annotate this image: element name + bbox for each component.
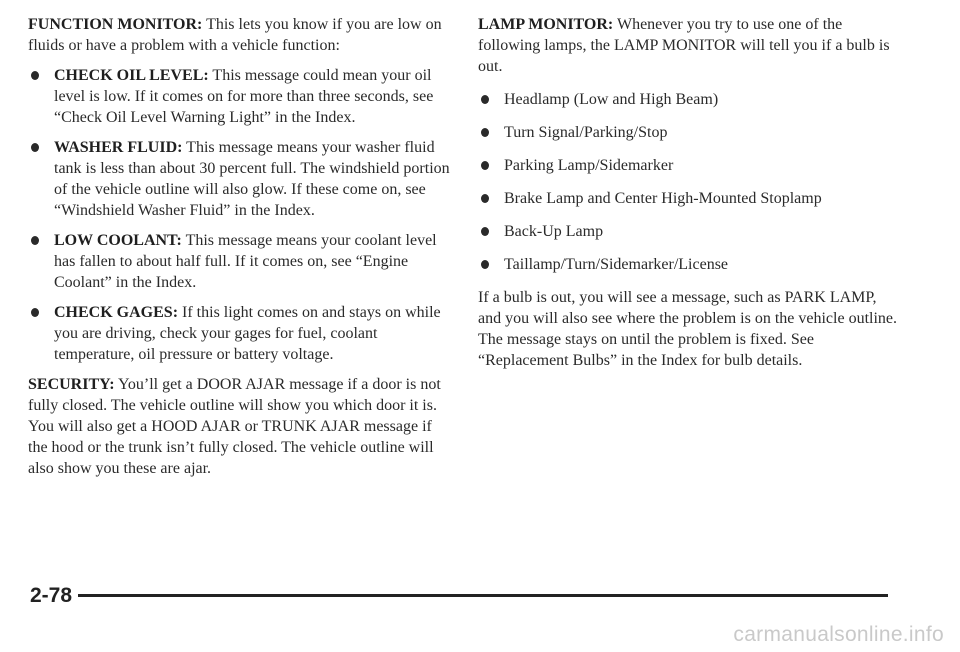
security-paragraph [28, 374, 450, 479]
bullet-icon [481, 161, 489, 170]
list-item [28, 65, 450, 128]
function-monitor-heading: FUNCTION MONITOR: [28, 16, 203, 33]
page-number: 2-78 [30, 584, 73, 607]
list-item [28, 302, 450, 365]
item-heading: LOW COOLANT: [54, 232, 182, 249]
bullet-icon [481, 260, 489, 269]
item-text: This message means your washer fluid tank is less than about 30 percent full. The windshield portion of the vehicle outline will also glow. If these come on, see “Windshield Washer Fluid” in the Index. [54, 139, 450, 219]
lamp-name: Taillamp/Turn/Sidemarker/License [504, 256, 729, 273]
bullet-icon [31, 236, 39, 245]
list-item [478, 89, 898, 110]
bullet-icon [481, 95, 489, 104]
lamp-name: Turn Signal/Parking/Stop [504, 124, 668, 141]
right-column [478, 14, 898, 380]
item-heading: WASHER FLUID: [54, 139, 183, 156]
lamp-list [478, 89, 898, 275]
bullet-icon [481, 128, 489, 137]
bulb-out-paragraph: If a bulb is out, you will see a message, such as PARK LAMP, and you will also see where the problem is on the vehicle outline. The message stays on until the problem is fixed. See “Replacement Bulbs” in the Index for bulb details. [478, 289, 897, 369]
list-item [478, 122, 898, 143]
lamp-monitor-text: Whenever you try to use one of the following lamps, the LAMP MONITOR will tell you if a bulb is out. [478, 16, 890, 75]
item-text: This message could mean your oil level is low. If it comes on for more than three seconds, see “Check Oil Level Warning Light” in the Index. [54, 67, 434, 126]
list-item [28, 137, 450, 221]
list-item [478, 221, 898, 242]
watermark: carmanualsonline.info [733, 623, 944, 646]
lamp-name: Brake Lamp and Center High-Mounted Stoplamp [504, 190, 822, 207]
lamp-name: Parking Lamp/Sidemarker [504, 157, 674, 174]
function-monitor-list [28, 65, 450, 365]
item-heading: CHECK GAGES: [54, 304, 179, 321]
list-item [478, 155, 898, 176]
bullet-icon [31, 71, 39, 80]
bullet-icon [481, 227, 489, 236]
item-text: If this light comes on and stays on while you are driving, check your gages for fuel, coolant temperature, oil pressure or battery voltage. [54, 304, 441, 363]
list-item [478, 254, 898, 275]
function-monitor-text: This lets you know if you are low on fluids or have a problem with a vehicle function: [28, 16, 442, 54]
left-column [28, 14, 450, 488]
security-text: You’ll get a DOOR AJAR message if a door is not fully closed. The vehicle outline will show you which door it is. You will also get a HOOD AJAR or TRUNK AJAR message if the hood or the trunk isn’t fully closed. The vehicle outline will also show you these are ajar. [28, 376, 441, 477]
lamp-name: Back-Up Lamp [504, 223, 604, 240]
bullet-icon [481, 194, 489, 203]
function-monitor-paragraph [28, 14, 450, 56]
lamp-monitor-paragraph [478, 14, 898, 77]
lamp-monitor-heading: LAMP MONITOR: [478, 16, 614, 33]
list-item [478, 188, 898, 209]
list-item [28, 230, 450, 293]
security-heading: SECURITY: [28, 376, 115, 393]
bullet-icon [31, 308, 39, 317]
item-text: This message means your coolant level has fallen to about half full. If it comes on, see “Engine Coolant” in the Index. [54, 232, 437, 291]
lamp-name: Headlamp (Low and High Beam) [504, 91, 719, 108]
bullet-icon [31, 143, 39, 152]
item-heading: CHECK OIL LEVEL: [54, 67, 209, 84]
footer-rule [78, 594, 888, 597]
